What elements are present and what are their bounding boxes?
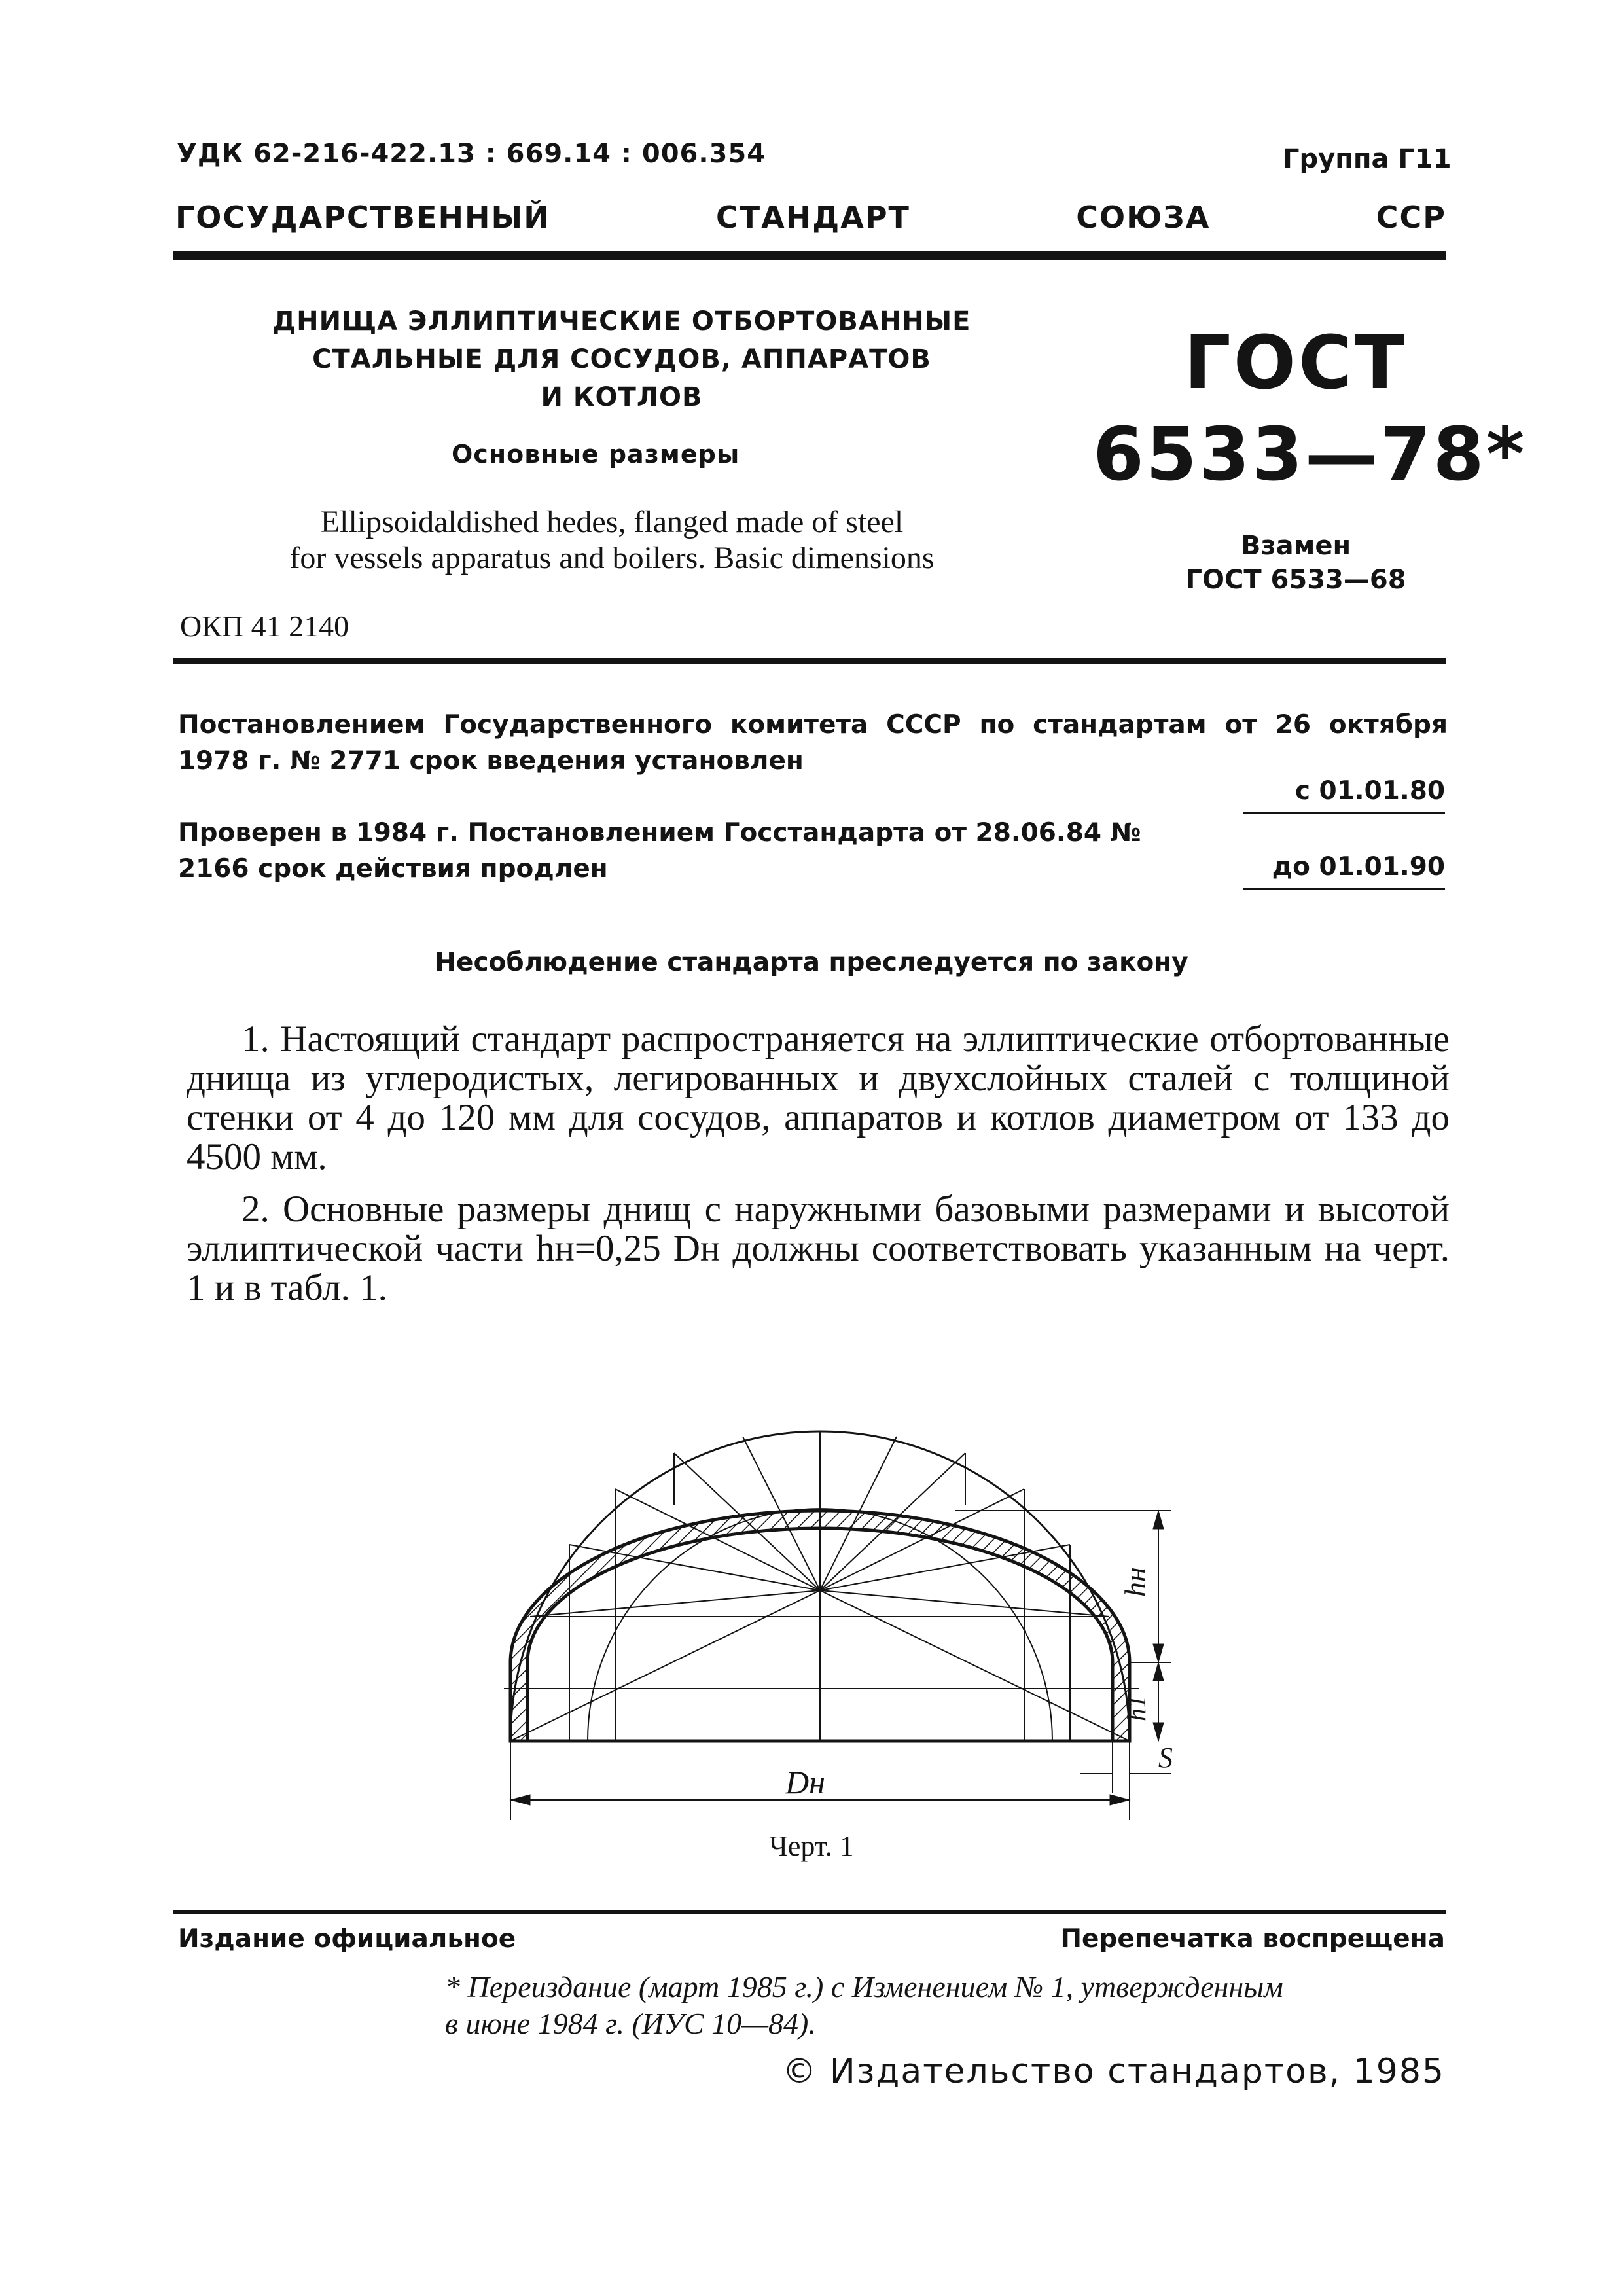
- gost-number: 6533—78*: [1093, 412, 1527, 497]
- edition-label: Издание официальное: [178, 1924, 516, 1954]
- group-code: Группа Г11: [1283, 144, 1452, 174]
- title-line: И КОТЛОВ: [541, 382, 703, 412]
- okp-code: ОКП 41 2140: [180, 609, 349, 643]
- effective-date: с 01.01.80: [1294, 776, 1445, 806]
- drawing-caption: Черт. 1: [769, 1830, 854, 1862]
- construction-rays: [510, 1431, 1130, 1741]
- banner-word: ГОСУДАРСТВЕННЫЙ: [175, 200, 550, 235]
- elliptical-head-drawing: [484, 1348, 1178, 1820]
- english-title-line: for vessels apparatus and boilers. Basic dimensions: [289, 541, 935, 575]
- label-hh: hн: [1118, 1567, 1152, 1597]
- date-underline: [1243, 812, 1445, 814]
- title-rule: [173, 658, 1446, 664]
- paragraph-2: 2. Основные размеры днищ с наружными базовыми размерами и высотой эллиптической части hн=0,25 Dн должны соответствовать указанным на черт. 1 и в табл. 1.: [187, 1189, 1450, 1308]
- paragraph-1: 1. Настоящий стандарт распространяется на эллиптические отбортованные днища из углеродистых, легированных и двухслойных сталей с толщиной стенки от 4 до 120 мм для сосудов, аппаратов и котлов диаметром от 133 до 4500 мм.: [187, 1018, 1450, 1177]
- udc-code: УДК 62-216-422.13 : 669.14 : 006.354: [177, 139, 766, 169]
- replaces-value: ГОСТ 6533—68: [1185, 565, 1406, 595]
- header-rule: [173, 251, 1446, 260]
- copyright: © Издательство стандартов, 1985: [782, 2052, 1445, 2091]
- banner-word: СОЮЗА: [1076, 200, 1211, 235]
- label-s: S: [1158, 1742, 1173, 1774]
- decree-text: Постановлением Государственного комитета СССР по стандартам от 26 октября 1978 г. № 2771 срок введения установлен: [178, 710, 1448, 776]
- reprint-notice: Перепечатка воспрещена: [1060, 1924, 1445, 1954]
- gost-label: ГОСТ: [1184, 321, 1408, 406]
- banner-word: ССР: [1376, 200, 1446, 235]
- state-standard-banner: [175, 200, 1446, 235]
- footer-rule: [173, 1910, 1446, 1914]
- label-h1: h1: [1122, 1695, 1151, 1721]
- date-underline: [1243, 888, 1445, 890]
- revision-text: Проверен в 1984 г. Постановлением Госстандарта от 28.06.84 № 2166 срок действия продлен: [178, 818, 1141, 884]
- replaces-label: Взамен: [1240, 531, 1351, 561]
- title-line: СТАЛЬНЫЕ ДЛЯ СОСУДОВ, АППАРАТОВ: [312, 344, 931, 374]
- document-title: [255, 302, 988, 416]
- english-title-line: Ellipsoidaldished hedes, flanged made of steel: [320, 505, 904, 539]
- expiry-date: до 01.01.90: [1272, 852, 1445, 882]
- banner-word: СТАНДАРТ: [716, 200, 910, 235]
- document-subtitle: Основные размеры: [452, 440, 740, 469]
- english-title: [209, 504, 1014, 576]
- label-dh: Dн: [785, 1764, 825, 1801]
- replaces-block: [1126, 529, 1466, 597]
- title-line: ДНИЩА ЭЛЛИПТИЧЕСКИЕ ОТБОРТОВАННЫЕ: [272, 306, 971, 336]
- reissue-note: * Переиздание (март 1985 г.) с Изменением № 1, утвержденным в июне 1984 г. (ИУС 10—84).: [445, 1970, 1283, 2040]
- legal-warning: Несоблюдение стандарта преследуется по закону: [435, 948, 1188, 977]
